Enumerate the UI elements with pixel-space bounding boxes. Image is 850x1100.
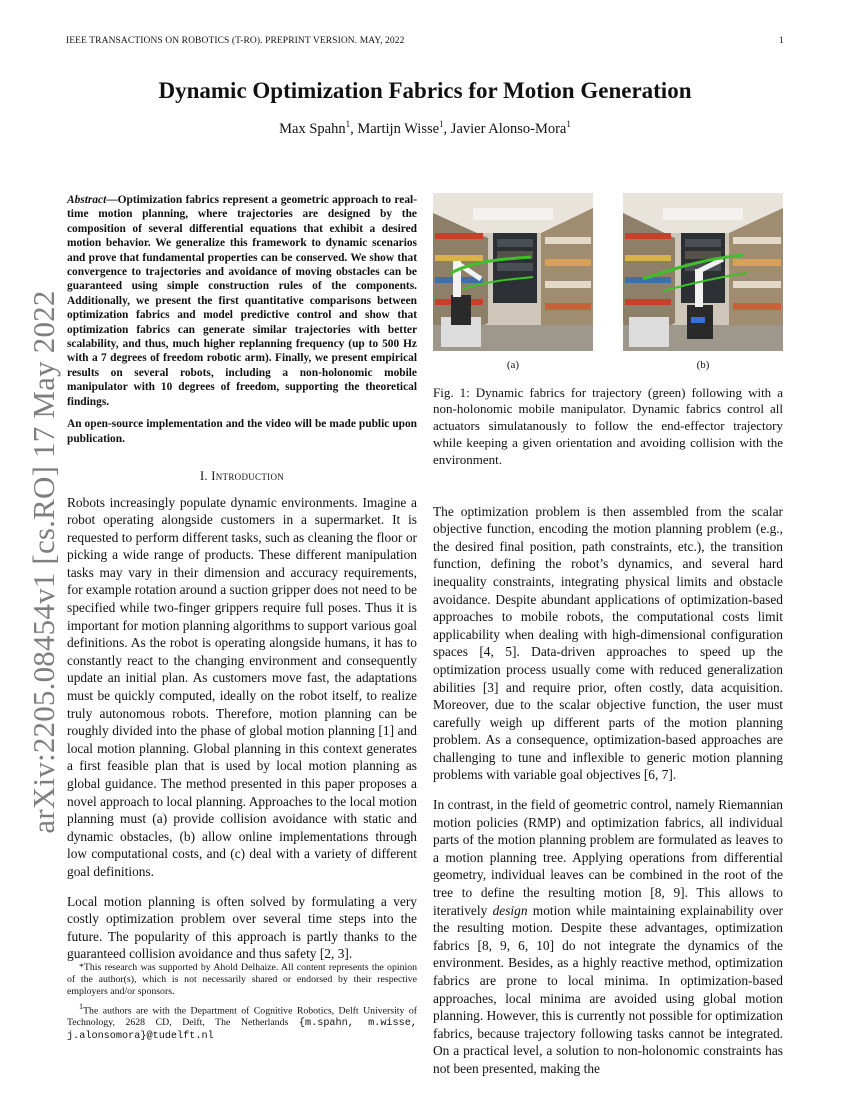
section-number: I. — [199, 468, 208, 483]
abstract — [67, 193, 417, 409]
robot-photo-b — [623, 193, 783, 351]
intro-paragraph-2: Local motion planning is often solved by formulating a very costly optimization problem over several time steps into the future. The popularity of this approach is partly thanks to the guaranteed collision avoidance and thus safety [2, 3]. — [67, 893, 417, 962]
section-title: Introduction — [211, 468, 285, 483]
paper-title: Dynamic Optimization Fabrics for Motion Generation — [158, 78, 692, 103]
intro-paragraph-1: Robots increasingly populate dynamic environments. Imagine a robot operating alongside customers in a supermarket. It is requested to perform different tasks, such as cleaning the floor or picking a wide range of products. These different manipulation tasks may vary in their dimension and accuracy requirements, for example rotation around a suction gripper does not need to be specified while two-finger grippers require full poses. Thus it is important for motion planning algorithms to support various goal definitions. As the robot is operating alongside humans, it has to constantly react to the changing environment and consequently update an initial plan. As customers move fast, the adaptations must be quickly computed, ideally on the robot itself, to realize truly autonomous robots. Therefore, motion planning can be roughly divided into the phase of global motion planning [1] and local motion planning. Global planning in this context generates a first feasible plan that is used by local motion planning as global guidance. The method presented in this paper proposes a novel approach to local planning. Approaches to the local motion planning must (a) provide collision avoidance with static and dynamic obstacles, (b) allow online implementations through low computational costs, and (c) deal with a variety of different goal definitions. — [67, 494, 417, 879]
figure-1 — [433, 193, 783, 351]
open-source-note: An open-source implementation and the video will be made public upon publication. — [67, 418, 417, 445]
arxiv-stamp: arXiv:2205.08454v1 [cs.RO] 17 May 2022 — [26, 290, 61, 834]
funding-footnote: *This research was supported by Ahold Delhaize. All content represents the opinion of the author(s), which is not necessarily shared or endorsed by their respective employers and/or sponsors. — [67, 962, 417, 997]
right-column — [433, 193, 783, 1078]
author-name: Max Spahn — [279, 120, 346, 137]
right-paragraph-2-end: motion while maintaining explainability over the resulting motion. Despite these advantages, optimization fabrics [8, 9, 6, 10] do not integrate the dynamics of the environment. Besides, as a highly reactive method, optimization fabrics are prone to local minima. In optimization-based approaches, local minima are avoided using global motion planning. However, this is currently not possible for optimization fabrics, because trajectory following tasks cannot be integrated. On a practical level, a solution to non-holonomic constraints has not been presented, making the — [433, 902, 783, 1076]
subfigure-labels — [433, 357, 783, 375]
figure-caption: Fig. 1: Dynamic fabrics for trajectory (green) following with a non-holonomic mobile manipulator. Dynamic fabrics control all actuators simulatanously to follow the end-effector trajectory while keeping a given orientation and avoiding collision with the environment. — [433, 384, 783, 467]
emphasis-design: design — [492, 902, 528, 918]
supermarket-scene-a — [433, 193, 593, 351]
author-name: Javier Alonso-Mora — [450, 120, 567, 137]
supermarket-scene-b — [623, 193, 783, 351]
left-column — [67, 193, 417, 963]
affiliation-text: The authors are with the Department of Cognitive Robotics, Delft University of Technology, 2628 CD, Delft, The Netherlands — [67, 1005, 417, 1029]
footnote-mark: 1 — [79, 1002, 84, 1011]
running-header — [66, 36, 784, 50]
affiliation-mark: 1 — [345, 119, 351, 129]
abstract-text: —Optimization fabrics represent a geometric approach to real-time motion planning, where trajectories are designed by the composition of several differential equations that exhibit a desired motion behavior. We generalize this framework to dynamic scenarios and prove that fundamental properties can be conserved. We show that convergence to trajectories and avoidance of moving obstacles can be guaranteed using simple construction rules of the components. Additionally, we present the first quantitative comparisons between optimization fabrics and model predictive control and show that optimization fabrics can generate similar trajectories with better scalability, and thus, much higher replanning frequency (up to 500 Hz with a 7 degrees of freedom robotic arm). Finally, we present empirical results on several robots, including a non-holonomic mobile manipulator with 10 degrees of freedom, supporting the theoretical findings. — [67, 194, 417, 408]
robot-photo-a — [433, 193, 593, 351]
email-addresses: {m.spahn, m.wisse, j.alonsomora}@tudelft.nl — [67, 1018, 418, 1043]
affiliation-footnote — [67, 1001, 417, 1043]
author-list: Max Spahn$^1$, Martijn Wisse$^1$, Javier Alonso-Mora$^1$ — [279, 119, 571, 137]
journal-name: IEEE TRANSACTIONS ON ROBOTICS (T-RO). PREPRINT VERSION. MAY, 2022 — [66, 36, 405, 46]
author-name: Martijn Wisse — [357, 120, 440, 137]
subfigure-label-b: (b) — [696, 359, 710, 371]
right-paragraph-1: The optimization problem is then assembled from the scalar objective function, encoding the motion planning problem (e.g., the desired final position, path constraints, etc.), the transition function, defining the robot’s dynamics, and several hard inequality constraints, integrating physical limits and obstacle avoidance. Despite abundant applications of optimization-based approaches to mobile robots, the computational costs limit applicability when dealing with high-dimensional configuration spaces [4, 5]. Data-driven approaches to speed up the optimization process usually come with reduced generalization abilities [3] and require prior, often costly, data acquisition. Moreover, due to the scalar objective function, the user must carefully weigh up different parts of the motion planning problem. As a consequence, optimization-based approaches are challenging to tune and inflexible to generic motion planning problems with variable goal objectives [6, 7]. — [433, 503, 783, 783]
affiliation-mark: 1 — [439, 119, 444, 129]
subfigure-label-a: (a) — [506, 359, 520, 371]
section-heading — [67, 468, 417, 486]
abstract-lead: Abstract — [67, 194, 107, 206]
footnotes — [67, 962, 417, 1046]
page-number: 1 — [779, 36, 784, 46]
right-paragraph-2-start: In contrast, in the field of geometric control, namely Riemannian motion policies (RMP) and optimization fabrics, all individual parts of the motion planning problem are formulated as leaves to a motion planning tree. Applying operations from differential geometry, individual leaves can be combined in the root of the tree to define the resulting motion [8, 9]. This allows to iteratively — [433, 797, 783, 918]
right-paragraph-2 — [433, 796, 783, 1078]
affiliation-mark: 1 — [566, 119, 571, 129]
